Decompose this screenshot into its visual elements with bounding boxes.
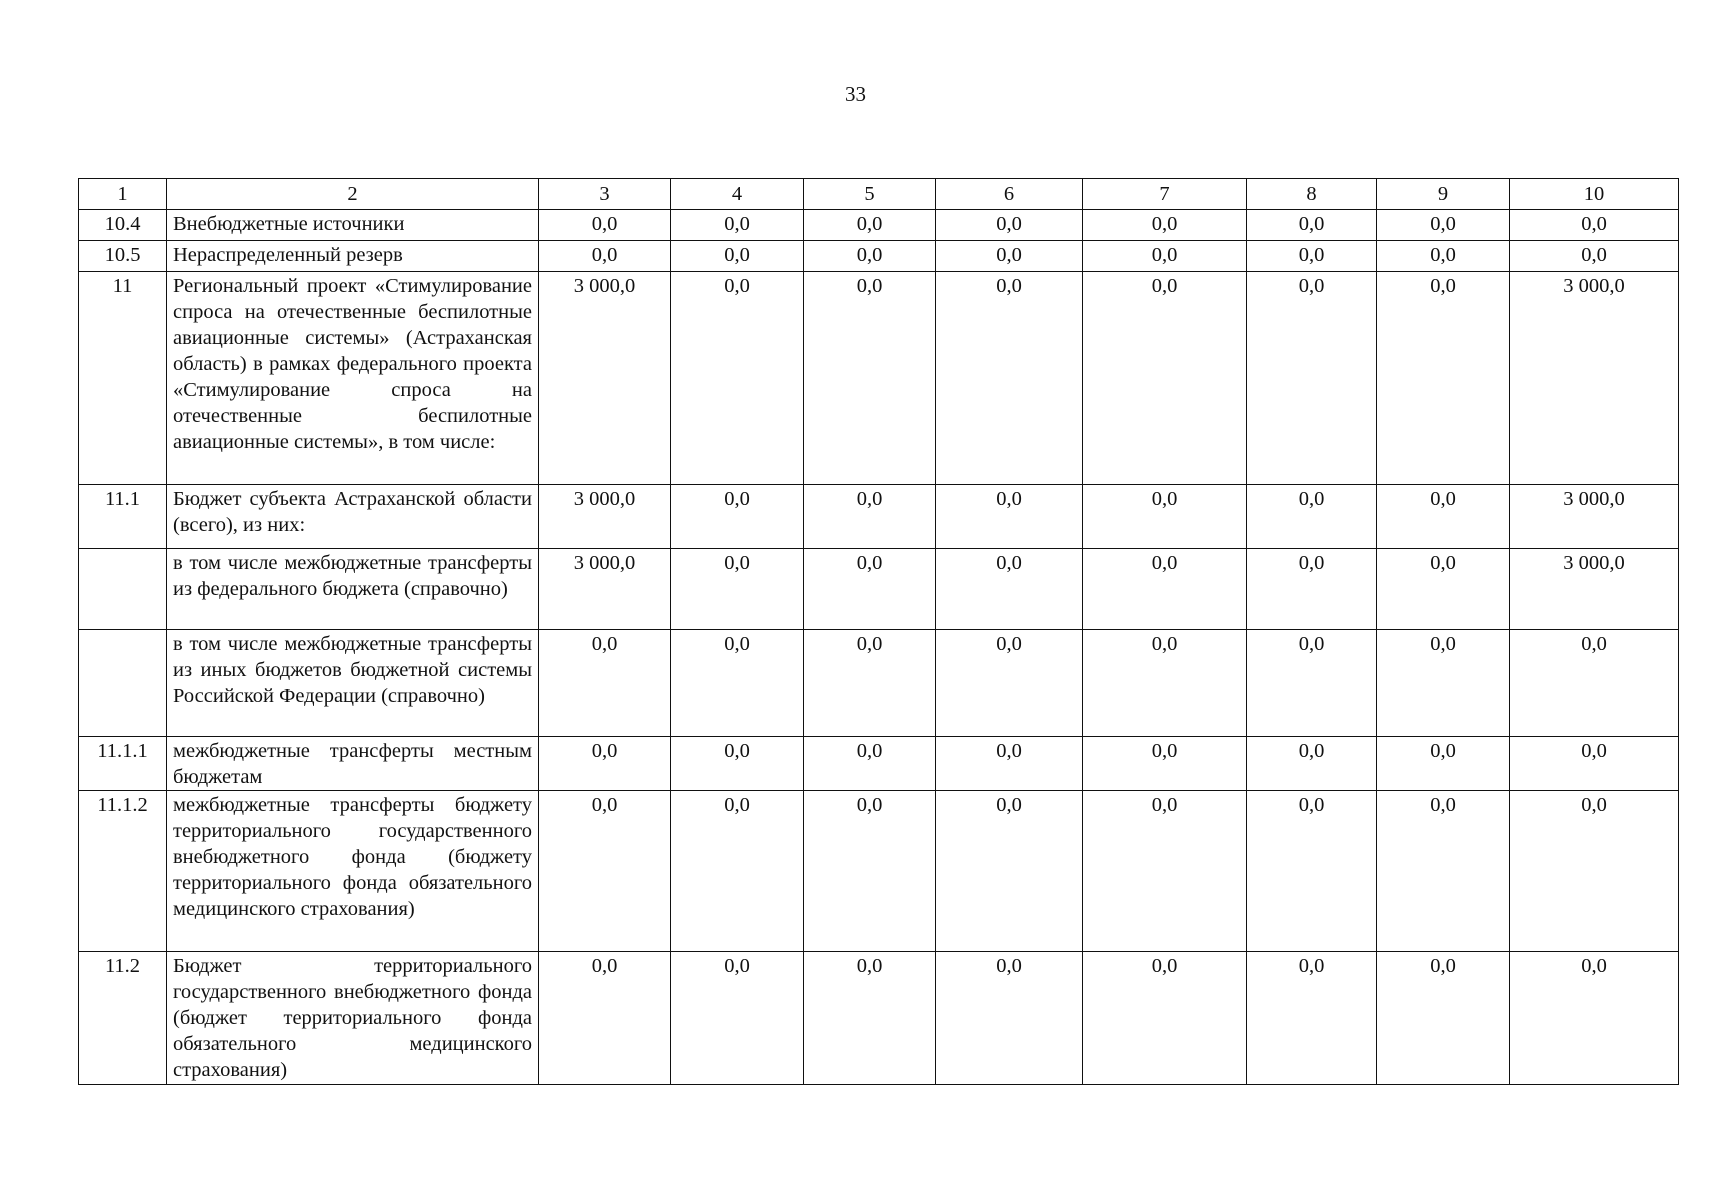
row-name: межбюджетные трансферты местным бюджетам [167,737,539,791]
value-cell: 0,0 [1510,791,1679,952]
value-cell: 0,0 [671,737,804,791]
row-code: 11.1.2 [79,791,167,952]
value-cell: 0,0 [1083,485,1247,549]
table-row [79,791,1679,952]
row-name: Внебюджетные источники [167,210,539,241]
value-cell: 0,0 [671,630,804,737]
table-row [79,485,1679,549]
value-cell: 0,0 [539,210,671,241]
value-cell: 0,0 [539,952,671,1085]
value-cell: 0,0 [1510,241,1679,272]
value-cell: 0,0 [1247,210,1377,241]
value-cell: 0,0 [539,241,671,272]
value-cell: 0,0 [539,737,671,791]
value-cell: 0,0 [1247,549,1377,630]
value-cell: 0,0 [1377,272,1510,485]
row-code: 11.1 [79,485,167,549]
value-cell: 0,0 [539,791,671,952]
row-name: в том числе межбюджетные трансферты из федерального бюджета (справочно) [167,549,539,630]
value-cell: 0,0 [539,630,671,737]
table-row [79,241,1679,272]
value-cell: 0,0 [936,791,1083,952]
value-cell: 0,0 [936,210,1083,241]
table-row [79,630,1679,737]
value-cell: 0,0 [1377,485,1510,549]
value-cell: 0,0 [804,549,936,630]
value-cell: 0,0 [1083,241,1247,272]
header-cell: 4 [671,179,804,210]
value-cell: 0,0 [804,630,936,737]
value-cell: 0,0 [1377,210,1510,241]
header-cell: 8 [1247,179,1377,210]
value-cell: 0,0 [804,272,936,485]
value-cell: 3 000,0 [539,272,671,485]
value-cell: 3 000,0 [1510,272,1679,485]
row-code: 10.5 [79,241,167,272]
value-cell: 0,0 [1510,210,1679,241]
header-cell: 9 [1377,179,1510,210]
value-cell: 0,0 [936,952,1083,1085]
value-cell: 0,0 [936,272,1083,485]
value-cell: 0,0 [1510,952,1679,1085]
value-cell: 0,0 [936,485,1083,549]
value-cell: 0,0 [804,737,936,791]
value-cell: 0,0 [1377,630,1510,737]
value-cell: 0,0 [1083,549,1247,630]
value-cell: 0,0 [671,549,804,630]
value-cell: 0,0 [671,485,804,549]
value-cell: 0,0 [1247,737,1377,791]
value-cell: 0,0 [671,791,804,952]
row-code: 11.1.1 [79,737,167,791]
value-cell: 0,0 [1083,737,1247,791]
row-name: межбюджетные трансферты бюджету территориального государственного внебюджетного фонда (бюджету территориального фонда обязательного медицинского страхования) [167,791,539,952]
header-cell: 7 [1083,179,1247,210]
table-row [79,549,1679,630]
value-cell: 0,0 [1083,210,1247,241]
table-header-row [79,179,1679,210]
header-cell: 5 [804,179,936,210]
header-cell: 3 [539,179,671,210]
value-cell: 0,0 [1247,272,1377,485]
value-cell: 0,0 [936,549,1083,630]
header-cell: 1 [79,179,167,210]
value-cell: 0,0 [1510,737,1679,791]
value-cell: 0,0 [1083,630,1247,737]
row-code [79,549,167,630]
header-cell: 10 [1510,179,1679,210]
value-cell: 0,0 [1083,952,1247,1085]
value-cell: 3 000,0 [539,485,671,549]
table-row [79,952,1679,1085]
value-cell: 0,0 [1247,791,1377,952]
value-cell: 0,0 [1377,952,1510,1085]
row-code: 10.4 [79,210,167,241]
budget-table [78,178,1679,1085]
row-name: Бюджет территориального государственного внебюджетного фонда (бюджет территориального фонда обязательного медицинского страхования) [167,952,539,1085]
row-name: Бюджет субъекта Астраханской области (всего), из них: [167,485,539,549]
value-cell: 0,0 [1083,272,1247,485]
header-cell: 6 [936,179,1083,210]
row-name: Нераспределенный резерв [167,241,539,272]
value-cell: 0,0 [1247,952,1377,1085]
row-code: 11.2 [79,952,167,1085]
value-cell: 0,0 [1377,241,1510,272]
value-cell: 0,0 [1510,630,1679,737]
value-cell: 0,0 [936,241,1083,272]
row-name: в том числе межбюджетные трансферты из иных бюджетов бюджетной системы Российской Федерации (справочно) [167,630,539,737]
table-row [79,737,1679,791]
value-cell: 0,0 [936,737,1083,791]
value-cell: 0,0 [1377,549,1510,630]
value-cell: 0,0 [1377,791,1510,952]
value-cell: 0,0 [1377,737,1510,791]
value-cell: 0,0 [671,210,804,241]
value-cell: 0,0 [671,952,804,1085]
value-cell: 0,0 [1247,485,1377,549]
row-code [79,630,167,737]
value-cell: 3 000,0 [539,549,671,630]
table-row [79,210,1679,241]
header-cell: 2 [167,179,539,210]
row-code: 11 [79,272,167,485]
value-cell: 0,0 [804,241,936,272]
value-cell: 0,0 [671,241,804,272]
value-cell: 0,0 [936,630,1083,737]
value-cell: 0,0 [671,272,804,485]
value-cell: 3 000,0 [1510,549,1679,630]
value-cell: 0,0 [804,485,936,549]
value-cell: 3 000,0 [1510,485,1679,549]
value-cell: 0,0 [804,952,936,1085]
value-cell: 0,0 [1247,241,1377,272]
value-cell: 0,0 [1247,630,1377,737]
value-cell: 0,0 [1083,791,1247,952]
row-name: Региональный проект «Стимулирование спроса на отечественные беспилотные авиационные системы» (Астраханская область) в рамках федерального проекта «Стимулирование спроса на отечественные беспилотные авиационные системы», в том числе: [167,272,539,485]
table-row [79,272,1679,485]
page-number: 33 [845,82,866,106]
value-cell: 0,0 [804,791,936,952]
value-cell: 0,0 [804,210,936,241]
